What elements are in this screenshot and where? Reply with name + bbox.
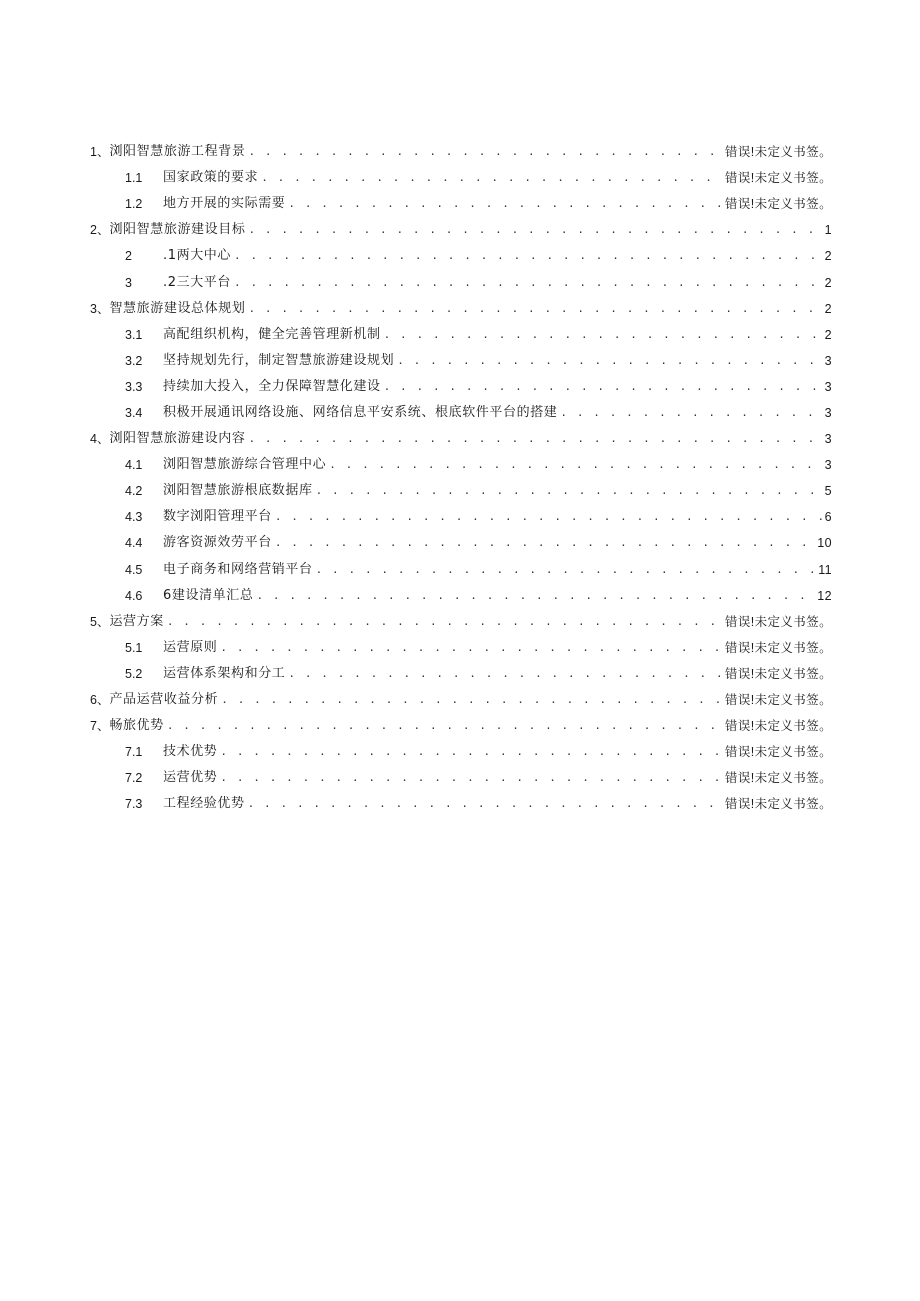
dot-leader <box>288 191 722 217</box>
toc-entry-page: 12 <box>817 588 832 603</box>
toc-entry-chapter[interactable] <box>90 609 832 635</box>
toc-entry-title: 技术优势 <box>163 744 218 760</box>
toc-entry-section[interactable] <box>90 243 832 269</box>
toc-entry-number: 2、 <box>90 223 110 238</box>
toc-entry-chapter[interactable] <box>90 687 832 713</box>
toc-entry-title: 游客资源效劳平台 <box>163 535 272 551</box>
toc-entry-page: 错误!未定义书签。 <box>724 171 832 186</box>
toc-entry-number: 7.2 <box>125 771 143 786</box>
toc-entry-title: 浏阳智慧旅游建设内容 <box>109 431 246 447</box>
dot-leader <box>288 661 722 687</box>
toc-entry-number: 7、 <box>90 719 110 734</box>
toc-entry-page: 错误!未定义书签。 <box>724 640 832 655</box>
toc-entry-section[interactable] <box>90 791 832 817</box>
dot-leader <box>248 791 722 817</box>
toc-entry-number: 5.1 <box>125 640 143 655</box>
toc-entry-title: 国家政策的要求 <box>163 170 259 186</box>
toc-entry-chapter[interactable] <box>90 426 832 452</box>
dot-leader <box>248 139 721 165</box>
toc-entry-title: 地方开展的实际需要 <box>163 196 286 212</box>
toc-entry-title: 持续加大投入，全力保障智慧化建设 <box>163 378 381 394</box>
toc-entry-page: 11 <box>818 562 832 577</box>
toc-entry-title: 运营体系架构和分工 <box>163 665 286 681</box>
toc-entry-title: 畅旅优势 <box>109 718 164 734</box>
dot-leader <box>329 452 821 478</box>
toc-entry-number: 4.3 <box>125 510 143 525</box>
toc-entry-number: 3.1 <box>125 327 143 342</box>
toc-entry-number: 7.3 <box>125 797 143 812</box>
toc-entry-page: 6 <box>824 510 832 525</box>
toc-entry-title: 运营方案 <box>109 613 164 629</box>
toc-entry-number: 2 <box>125 249 132 264</box>
toc-entry-number: 7.1 <box>125 745 143 760</box>
dot-leader <box>275 530 814 556</box>
dot-leader <box>248 296 821 322</box>
toc-entry-section[interactable] <box>90 661 832 687</box>
toc-entry-page: 错误!未定义书签。 <box>724 197 832 212</box>
toc-entry-page: 10 <box>817 536 832 551</box>
toc-entry-number: 4.6 <box>125 588 143 603</box>
toc-entry-number: 3.4 <box>125 405 143 420</box>
dot-leader <box>220 765 722 791</box>
toc-entry-number: 4.2 <box>125 484 143 499</box>
table-of-contents <box>90 139 832 817</box>
toc-entry-title: 电子商务和网络营销平台 <box>163 561 313 577</box>
dot-leader <box>220 739 722 765</box>
toc-entry-page: 2 <box>824 301 832 316</box>
toc-entry-number: 4.4 <box>125 536 143 551</box>
toc-entry-title: 高配组织机构，健全完善管理新机制 <box>163 326 381 342</box>
toc-entry-section[interactable] <box>90 504 832 530</box>
toc-entry-page: 3 <box>824 379 832 394</box>
toc-entry-page: 错误!未定义书签。 <box>724 693 832 708</box>
toc-entry-number: 4、 <box>90 432 110 447</box>
toc-entry-title: 6建设清单汇总 <box>163 587 254 603</box>
dot-leader <box>261 165 722 191</box>
dot-leader <box>248 426 821 452</box>
toc-entry-section[interactable] <box>90 765 832 791</box>
toc-entry-title: 浏阳智慧旅游综合管理中心 <box>163 457 327 473</box>
toc-entry-number: 3、 <box>90 301 110 316</box>
dot-leader <box>256 583 814 609</box>
toc-entry-title: 智慧旅游建设总体规划 <box>109 300 246 316</box>
toc-entry-section[interactable] <box>90 739 832 765</box>
toc-entry-title: 运营优势 <box>163 770 218 786</box>
toc-entry-page: 2 <box>824 249 832 264</box>
toc-entry-number: 5.2 <box>125 666 143 681</box>
dot-leader <box>248 217 821 243</box>
toc-entry-title: 浏阳智慧旅游建设目标 <box>109 222 246 238</box>
toc-entry-number: 1.1 <box>125 171 143 186</box>
toc-entry-number: 6、 <box>90 693 110 708</box>
dot-leader <box>221 687 722 713</box>
toc-entry-page: 错误!未定义书签。 <box>724 719 832 734</box>
toc-entry-section[interactable] <box>90 635 832 661</box>
dot-leader <box>316 557 816 583</box>
toc-entry-page: 3 <box>824 405 832 420</box>
toc-entry-title: .2三大平台 <box>163 274 232 290</box>
dot-leader <box>384 322 822 348</box>
toc-entry-section[interactable] <box>90 530 832 556</box>
toc-entry-number: 1.2 <box>125 197 143 212</box>
toc-entry-section[interactable] <box>90 557 832 583</box>
toc-entry-page: 2 <box>824 327 832 342</box>
toc-entry-section[interactable] <box>90 452 832 478</box>
toc-entry-title: 数字浏阳管理平台 <box>163 509 272 525</box>
toc-entry-page: 错误!未定义书签。 <box>724 145 832 160</box>
toc-entry-chapter[interactable] <box>90 139 832 165</box>
toc-entry-section[interactable] <box>90 191 832 217</box>
toc-entry-page: 错误!未定义书签。 <box>724 614 832 629</box>
dot-leader <box>220 635 722 661</box>
dot-leader <box>384 374 822 400</box>
toc-entry-number: 3 <box>125 275 132 290</box>
toc-entry-page: 错误!未定义书签。 <box>724 666 832 681</box>
toc-entry-section[interactable] <box>90 269 832 295</box>
toc-entry-title: 工程经验优势 <box>163 796 245 812</box>
toc-entry-page: 错误!未定义书签。 <box>724 797 832 812</box>
toc-entry-section[interactable] <box>90 583 832 609</box>
toc-entry-title: .1两大中心 <box>163 248 232 264</box>
toc-entry-page: 2 <box>824 275 832 290</box>
dot-leader <box>397 348 821 374</box>
toc-entry-page: 3 <box>824 458 832 473</box>
dot-leader <box>316 478 822 504</box>
toc-entry-number: 3.2 <box>125 353 143 368</box>
toc-entry-chapter[interactable] <box>90 713 832 739</box>
toc-entry-page: 3 <box>824 432 832 447</box>
toc-entry-section[interactable] <box>90 400 832 426</box>
toc-entry-chapter[interactable] <box>90 217 832 243</box>
toc-entry-title: 浏阳智慧旅游根底数据库 <box>163 483 313 499</box>
toc-entry-section[interactable] <box>90 322 832 348</box>
toc-entry-section[interactable] <box>90 374 832 400</box>
toc-entry-number: 4.5 <box>125 562 143 577</box>
toc-entry-number: 1、 <box>90 145 110 160</box>
dot-leader <box>275 504 822 530</box>
toc-entry-title: 运营原则 <box>163 639 218 655</box>
toc-entry-section[interactable] <box>90 348 832 374</box>
toc-entry-page: 3 <box>824 353 832 368</box>
toc-entry-title: 浏阳智慧旅游工程背景 <box>109 144 246 160</box>
toc-entry-number: 4.1 <box>125 458 143 473</box>
toc-entry-title: 积极开展通讯网络设施、网络信息平安系统、根底软件平台的搭建 <box>163 404 558 420</box>
toc-entry-title: 坚持规划先行，制定智慧旅游建设规划 <box>163 352 395 368</box>
toc-entry-page: 5 <box>824 484 832 499</box>
toc-entry-page: 错误!未定义书签。 <box>724 745 832 760</box>
dot-leader <box>234 243 822 269</box>
toc-entry-section[interactable] <box>90 165 832 191</box>
toc-entry-chapter[interactable] <box>90 296 832 322</box>
dot-leader <box>167 609 722 635</box>
toc-entry-number: 5、 <box>90 614 110 629</box>
dot-leader <box>234 270 822 296</box>
dot-leader <box>167 713 722 739</box>
toc-entry-section[interactable] <box>90 478 832 504</box>
dot-leader <box>560 400 821 426</box>
toc-entry-title: 产品运营收益分析 <box>109 692 219 708</box>
toc-entry-page: 1 <box>824 223 832 238</box>
toc-entry-page: 错误!未定义书签。 <box>724 771 832 786</box>
toc-entry-number: 3.3 <box>125 379 143 394</box>
